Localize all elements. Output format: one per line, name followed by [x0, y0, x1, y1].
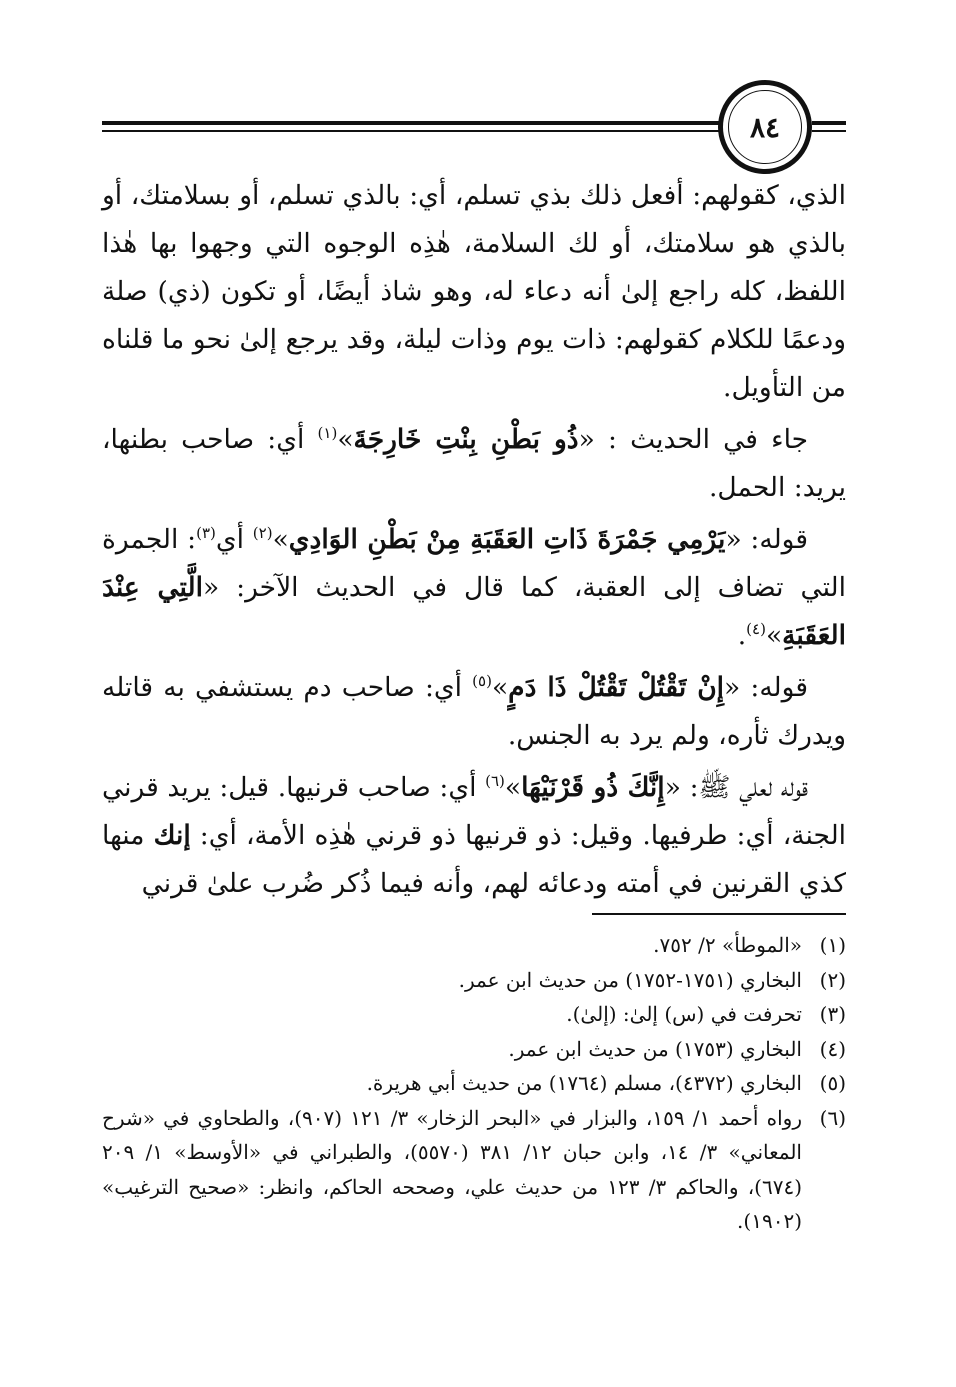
paragraph-1-text: الذي، كقولهم: أفعل ذلك بذي تسلم، أي: بالذي تسلم، أو بسلامتك، أو بالذي هو سلامتك، أو لك السلامة، هٰذِه الوجوه التي وجهوا بها هٰذا اللفظ، كله راجع إلىٰ أنه دعاء له، وهو شاذ أيضًا، أو تكون (ذي) صلة ودعمًا للكلام كقولهم: ذات يوم وذات ليلة، وقد يرجع إلىٰ نحو ما قلناه من التأويل.	[102, 180, 846, 403]
paragraph-3-intro: قوله: «	[725, 524, 809, 555]
header-rule-right-thin	[812, 130, 846, 132]
footnote-number: (٥)	[819, 1071, 846, 1095]
footnote-3	[102, 997, 846, 1032]
footnote-text: البخاري (١٧٥٣) من حديث ابن عمر.	[508, 1036, 802, 1061]
hadith-quote-1: ذُو بَطْنِ بِنْتِ خَارِجَةَ	[353, 424, 579, 455]
hadith-quote-4: إِنْ تَقْتُلْ تَقْتُلْ ذَا دَمٍ	[508, 672, 725, 703]
footnote-marker-5[interactable]: (٥)	[472, 672, 492, 691]
footnote-6	[102, 1101, 846, 1239]
header-rule-left-thin	[102, 130, 720, 132]
footnote-marker-2[interactable]: (٢)	[252, 524, 273, 543]
footnote-1	[102, 928, 846, 963]
footnote-number: (٣)	[819, 1002, 846, 1026]
header-rule-right	[812, 121, 846, 125]
paragraph-5-end: منها كذي القرنين في أمته ودعائه لهم، وأنه فيما ذُكر ضُرب علىٰ قرني	[102, 820, 846, 899]
quote-close: »	[272, 524, 289, 555]
paragraph-5-intro: قوله لعلي ﷺ: «	[664, 772, 809, 803]
footnote-text: «الموطأ» ٢/ ٧٥٢.	[653, 933, 802, 957]
footnote-marker-6[interactable]: (٦)	[485, 772, 505, 791]
footnote-4	[102, 1032, 846, 1067]
hadith-quote-2: يَرْمِي جَمْرَةَ ذَاتِ العَقَبَةِ مِنْ بَطْنِ الوَادِي	[288, 524, 726, 555]
paragraph-2-intro: جاء في الحديث : «	[578, 424, 809, 455]
quote-close: »	[491, 672, 509, 703]
footnote-5	[102, 1066, 846, 1101]
footnote-text: تحرفت في (س) إلىٰ: (إلىٰ).	[566, 1002, 802, 1026]
hadith-quote-3: الَّتِي عِنْدَ العَقَبَةِ	[102, 572, 846, 651]
quote-close: »	[765, 620, 783, 651]
footnote-marker-4[interactable]: (٤)	[746, 620, 766, 639]
footnote-number: (٢)	[819, 967, 846, 992]
bold-word: إنك	[153, 820, 191, 851]
paragraph-4	[102, 664, 846, 760]
paragraph-4-intro: قوله: «	[724, 672, 808, 703]
footnote-marker-3[interactable]: (٣)	[196, 524, 216, 543]
paragraph-3-text: : الجمرة التي تضاف إلى العقبة، كما قال في الحديث الآخر: «	[102, 524, 846, 603]
page-number: ٨٤	[749, 110, 781, 144]
paragraph-1	[102, 172, 846, 412]
page-number-circle	[718, 80, 812, 174]
footnote-text: رواه أحمد ١/ ١٥٩، والبزار في «البحر الزخار» ٣/ ١٢١ (٩٠٧)، والطحاوي في «شرح المعاني» ٣/ ١٤، وابن حبان ١٢/ ٣٨١ (٥٥٧٠)، والطبراني في «الأوسط» ١/ ٢٠٩ (٦٧٤)، والحاكم ٣/ ١٢٣ من حديث علي، وصححه الحاكم، وانظر: «صحيح الترغيب» (١٩٠٢).	[102, 1105, 802, 1233]
paragraph-2-text: أي: صاحب بطنها، يريد: الحمل.	[102, 424, 846, 503]
page-header	[0, 0, 956, 170]
footnotes	[102, 928, 846, 1239]
header-rule-left	[102, 121, 720, 125]
hadith-quote-5: إِنَّكَ ذُو قَرْنَيْهَا	[521, 772, 665, 803]
paragraph-3-mid: أي	[215, 524, 253, 555]
paragraph-4-text: أي: صاحب دم يستشفي به قاتله ويدرك ثأره، ولم يرد به الجنس.	[102, 672, 846, 751]
footnote-number: (١)	[819, 933, 846, 957]
quote-close: »	[504, 772, 522, 803]
footnote-number: (٤)	[819, 1036, 846, 1061]
footnote-2	[102, 963, 846, 998]
footnote-text: البخاري (٤٣٧٢)، مسلم (١٧٦٤) من حديث أبي هريرة.	[366, 1071, 802, 1095]
footnote-text: البخاري (١٧٥١-١٧٥٢) من حديث ابن عمر.	[458, 967, 802, 992]
quote-close: »	[337, 424, 354, 455]
paragraph-3-end: .	[737, 620, 747, 651]
paragraph-2	[102, 416, 846, 512]
paragraph-3	[102, 516, 846, 660]
main-text	[102, 172, 846, 912]
paragraph-5-text: أي: صاحب قرنيها. قيل: يريد قرني الجنة، أي: طرفيها. وقيل: ذو قرنيها ذو قرني هٰذِه الأمة، أي:	[102, 772, 847, 851]
footnote-marker-1[interactable]: (١)	[317, 424, 338, 443]
footnote-number: (٦)	[819, 1105, 846, 1130]
paragraph-5	[102, 764, 846, 908]
footnote-divider	[592, 913, 846, 915]
